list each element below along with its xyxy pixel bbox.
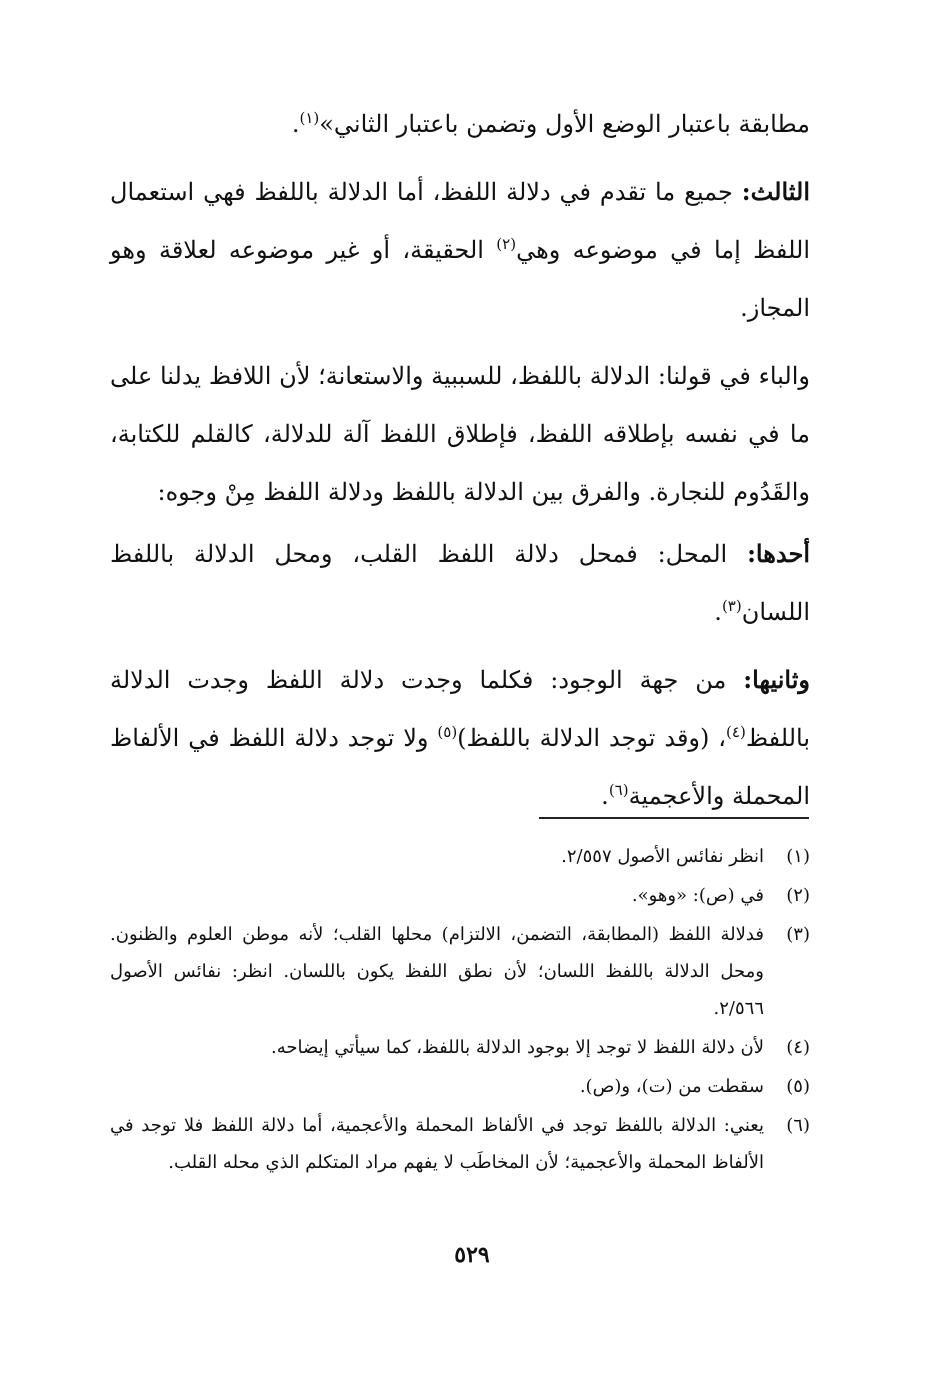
footnote-ref[interactable]: (٢) — [496, 235, 517, 253]
footnote — [110, 916, 810, 1027]
footnote — [110, 838, 810, 875]
footnote — [110, 877, 810, 914]
paragraph — [110, 163, 810, 337]
paragraph-text: المحل: فمحل دلالة اللفظ القلب، ومحل الدلالة باللفظ اللسان — [110, 540, 810, 626]
footnote-text: انظر نفائس الأصول ٢/٥٥٧. — [561, 846, 764, 867]
paragraph-text: والباء في قولنا: الدلالة باللفظ، للسببية والاستعانة؛ لأن اللافظ يدلنا على ما في نفسه بإطلاقه اللفظ، فإطلاق اللفظ آلة للدلالة، كالقلم للكتابة، والقَدُوم للنجارة. والفرق بين الدلالة باللفظ ودلالة اللفظ مِنْ وجوه: — [110, 362, 810, 506]
footnote — [110, 1107, 810, 1181]
footnote-ref[interactable]: (١) — [299, 109, 320, 127]
footnote-divider — [539, 817, 809, 819]
footnotes — [110, 838, 810, 1183]
footnote-text: سقطت من (ت)، و(ص). — [579, 1076, 764, 1097]
footnote-text: في (ص): «وهو». — [631, 885, 764, 906]
footnote-text: فدلالة اللفظ (المطابقة، التضمن، الالتزام) محلها القلب؛ لأنه موطن العلوم والظنون. ومحل الدلالة باللفظ اللسان؛ لأن نطق اللفظ يكون باللسان. انظر: نفائس الأصول ٢/٥٦٦. — [110, 924, 764, 1019]
paragraph-text: ، (وقد توجد الدلالة باللفظ) — [457, 724, 727, 752]
footnote-text: يعني: الدلالة باللفظ توجد في الألفاظ المحملة والأعجمية، أما دلالة اللفظ فلا توجد في الألفاظ المحملة والأعجمية؛ لأن المخاطَب لا يفهم مراد المتكلم الذي محله القلب. — [110, 1115, 764, 1173]
footnote-number: (٤) — [786, 1037, 810, 1058]
paragraph-text: . — [714, 598, 722, 626]
paragraph-text: . — [601, 782, 609, 810]
footnote-number: (٥) — [786, 1076, 810, 1097]
paragraph — [110, 347, 810, 521]
paragraph-heading: أحدها: — [747, 539, 810, 568]
footnote-ref[interactable]: (٣) — [721, 597, 742, 615]
paragraph — [110, 525, 810, 641]
paragraph-text: الحقيقة، أو غير موضوعه لعلاقة وهو المجاز. — [110, 236, 810, 322]
main-text — [110, 95, 810, 829]
footnote-ref[interactable]: (٦) — [608, 781, 629, 799]
paragraph-text: جميع ما تقدم في دلالة اللفظ، أما الدلالة باللفظ فهي استعمال اللفظ إما في موضوعه وهي — [110, 178, 810, 264]
paragraph-heading: الثالث: — [741, 177, 810, 206]
paragraph-text: مطابقة باعتبار الوضع الأول وتضمن باعتبار الثاني» — [319, 110, 810, 138]
footnote-number: (٦) — [786, 1115, 810, 1136]
paragraph-heading: وثانيها: — [743, 665, 810, 694]
footnote-number: (٣) — [786, 924, 810, 945]
paragraph-text: . — [291, 110, 300, 138]
footnote — [110, 1029, 810, 1066]
paragraph-text: ولا توجد دلالة اللفظ في الألفاظ المحملة والأعجمية — [110, 724, 810, 810]
footnote-ref[interactable]: (٥) — [437, 723, 458, 741]
footnote-text: لأن دلالة اللفظ لا توجد إلا بوجود الدلالة باللفظ، كما سيأتي إيضاحه. — [271, 1037, 764, 1058]
page-number: ٥٢٩ — [454, 1242, 490, 1268]
footnote-number: (٢) — [786, 885, 810, 906]
footnote — [110, 1068, 810, 1105]
paragraph-text: من جهة الوجود: فكلما وجدت دلالة اللفظ وجدت الدلالة باللفظ — [110, 666, 810, 752]
paragraph — [110, 651, 810, 825]
paragraph — [110, 95, 810, 153]
footnote-number: (١) — [786, 846, 810, 867]
footnote-ref[interactable]: (٤) — [726, 723, 746, 741]
